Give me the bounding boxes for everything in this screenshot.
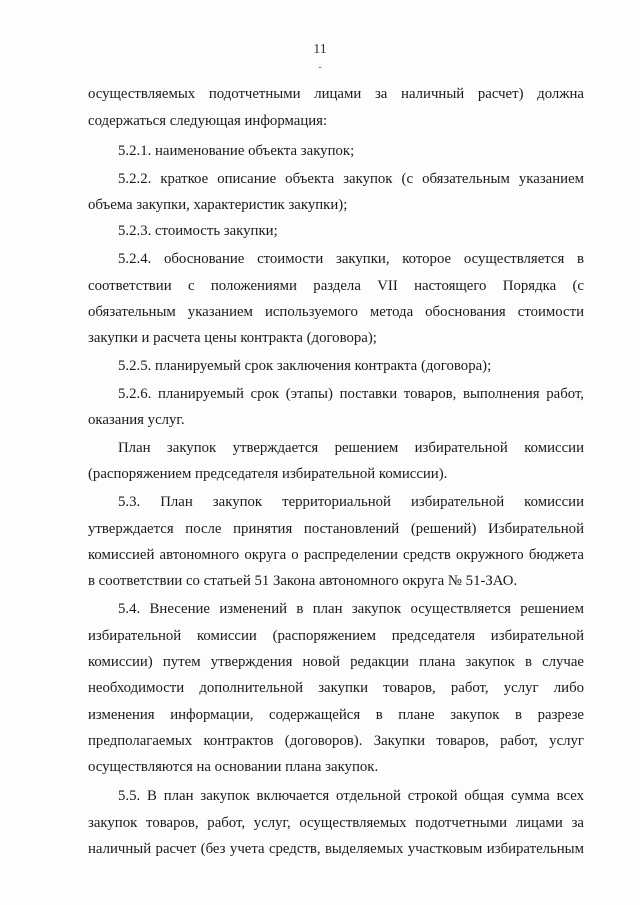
text-line: 5.5. В план закупок включается отдельной строкой общая сумма всех <box>118 788 584 804</box>
text-line: осуществляются на основании плана закупок. <box>88 759 379 775</box>
text-line: осуществляемых подотчетными лицами за наличный расчет) должна <box>88 86 584 102</box>
text-line: 5.2.1. наименование объекта закупок; <box>118 143 355 159</box>
text-line: 5.2.6. планируемый срок (этапы) поставки товаров, выполнения работ, <box>118 386 584 402</box>
text-line: 5.2.4. обоснование стоимости закупки, которое осуществляется в <box>118 251 584 267</box>
text-line: содержаться следующая информация: <box>88 113 328 129</box>
text-line: объема закупки, характеристик закупки); <box>88 197 348 213</box>
text-line: утверждается после принятия постановлений (решений) Избирательной <box>88 521 584 537</box>
text-line: обязательным указанием используемого метода обоснования стоимости <box>88 304 584 320</box>
text-line: 5.3. План закупок территориальной избирательной комиссии <box>118 494 584 510</box>
text-line: в соответствии со статьей 51 Закона автономного округа № 51-ЗАО. <box>88 573 518 589</box>
text-line: избирательной комиссии (распоряжением председателя избирательной <box>88 628 584 644</box>
text-line: закупок товаров, работ, услуг, осуществляемых подотчетными лицами за <box>88 815 584 831</box>
page-number-dash: - <box>318 62 322 73</box>
text-line: 5.2.2. краткое описание объекта закупок (с обязательным указанием <box>118 171 584 187</box>
text-line: соответствии с положениями раздела VII настоящего Порядка (с <box>88 278 584 294</box>
text-line: 5.2.3. стоимость закупки; <box>118 223 278 239</box>
text-line: закупки и расчета цены контракта (договора); <box>88 330 377 346</box>
text-line: План закупок утверждается решением избирательной комиссии <box>118 440 584 456</box>
text-line: необходимости дополнительной закупки товаров, работ, услуг либо <box>88 680 584 696</box>
text-line: наличный расчет (без учета средств, выделяемых участковым избирательным <box>88 841 584 857</box>
page-number: 11 <box>313 42 327 57</box>
text-line: (распоряжением председателя избирательной комиссии). <box>88 466 448 482</box>
text-line: изменения информации, содержащейся в плане закупок в разрезе <box>88 707 584 723</box>
text-line: комиссии) путем утверждения новой редакции плана закупок в случае <box>88 654 584 670</box>
text-line: 5.4. Внесение изменений в план закупок осуществляется решением <box>118 601 584 617</box>
text-line: 5.2.5. планируемый срок заключения контракта (договора); <box>118 358 492 374</box>
text-line: оказания услуг. <box>88 412 185 428</box>
text-line: предполагаемых контрактов (договоров). Закупки товаров, работ, услуг <box>88 733 584 749</box>
text-line: комиссией автономного округа о распределении средств окружного бюджета <box>88 547 584 563</box>
